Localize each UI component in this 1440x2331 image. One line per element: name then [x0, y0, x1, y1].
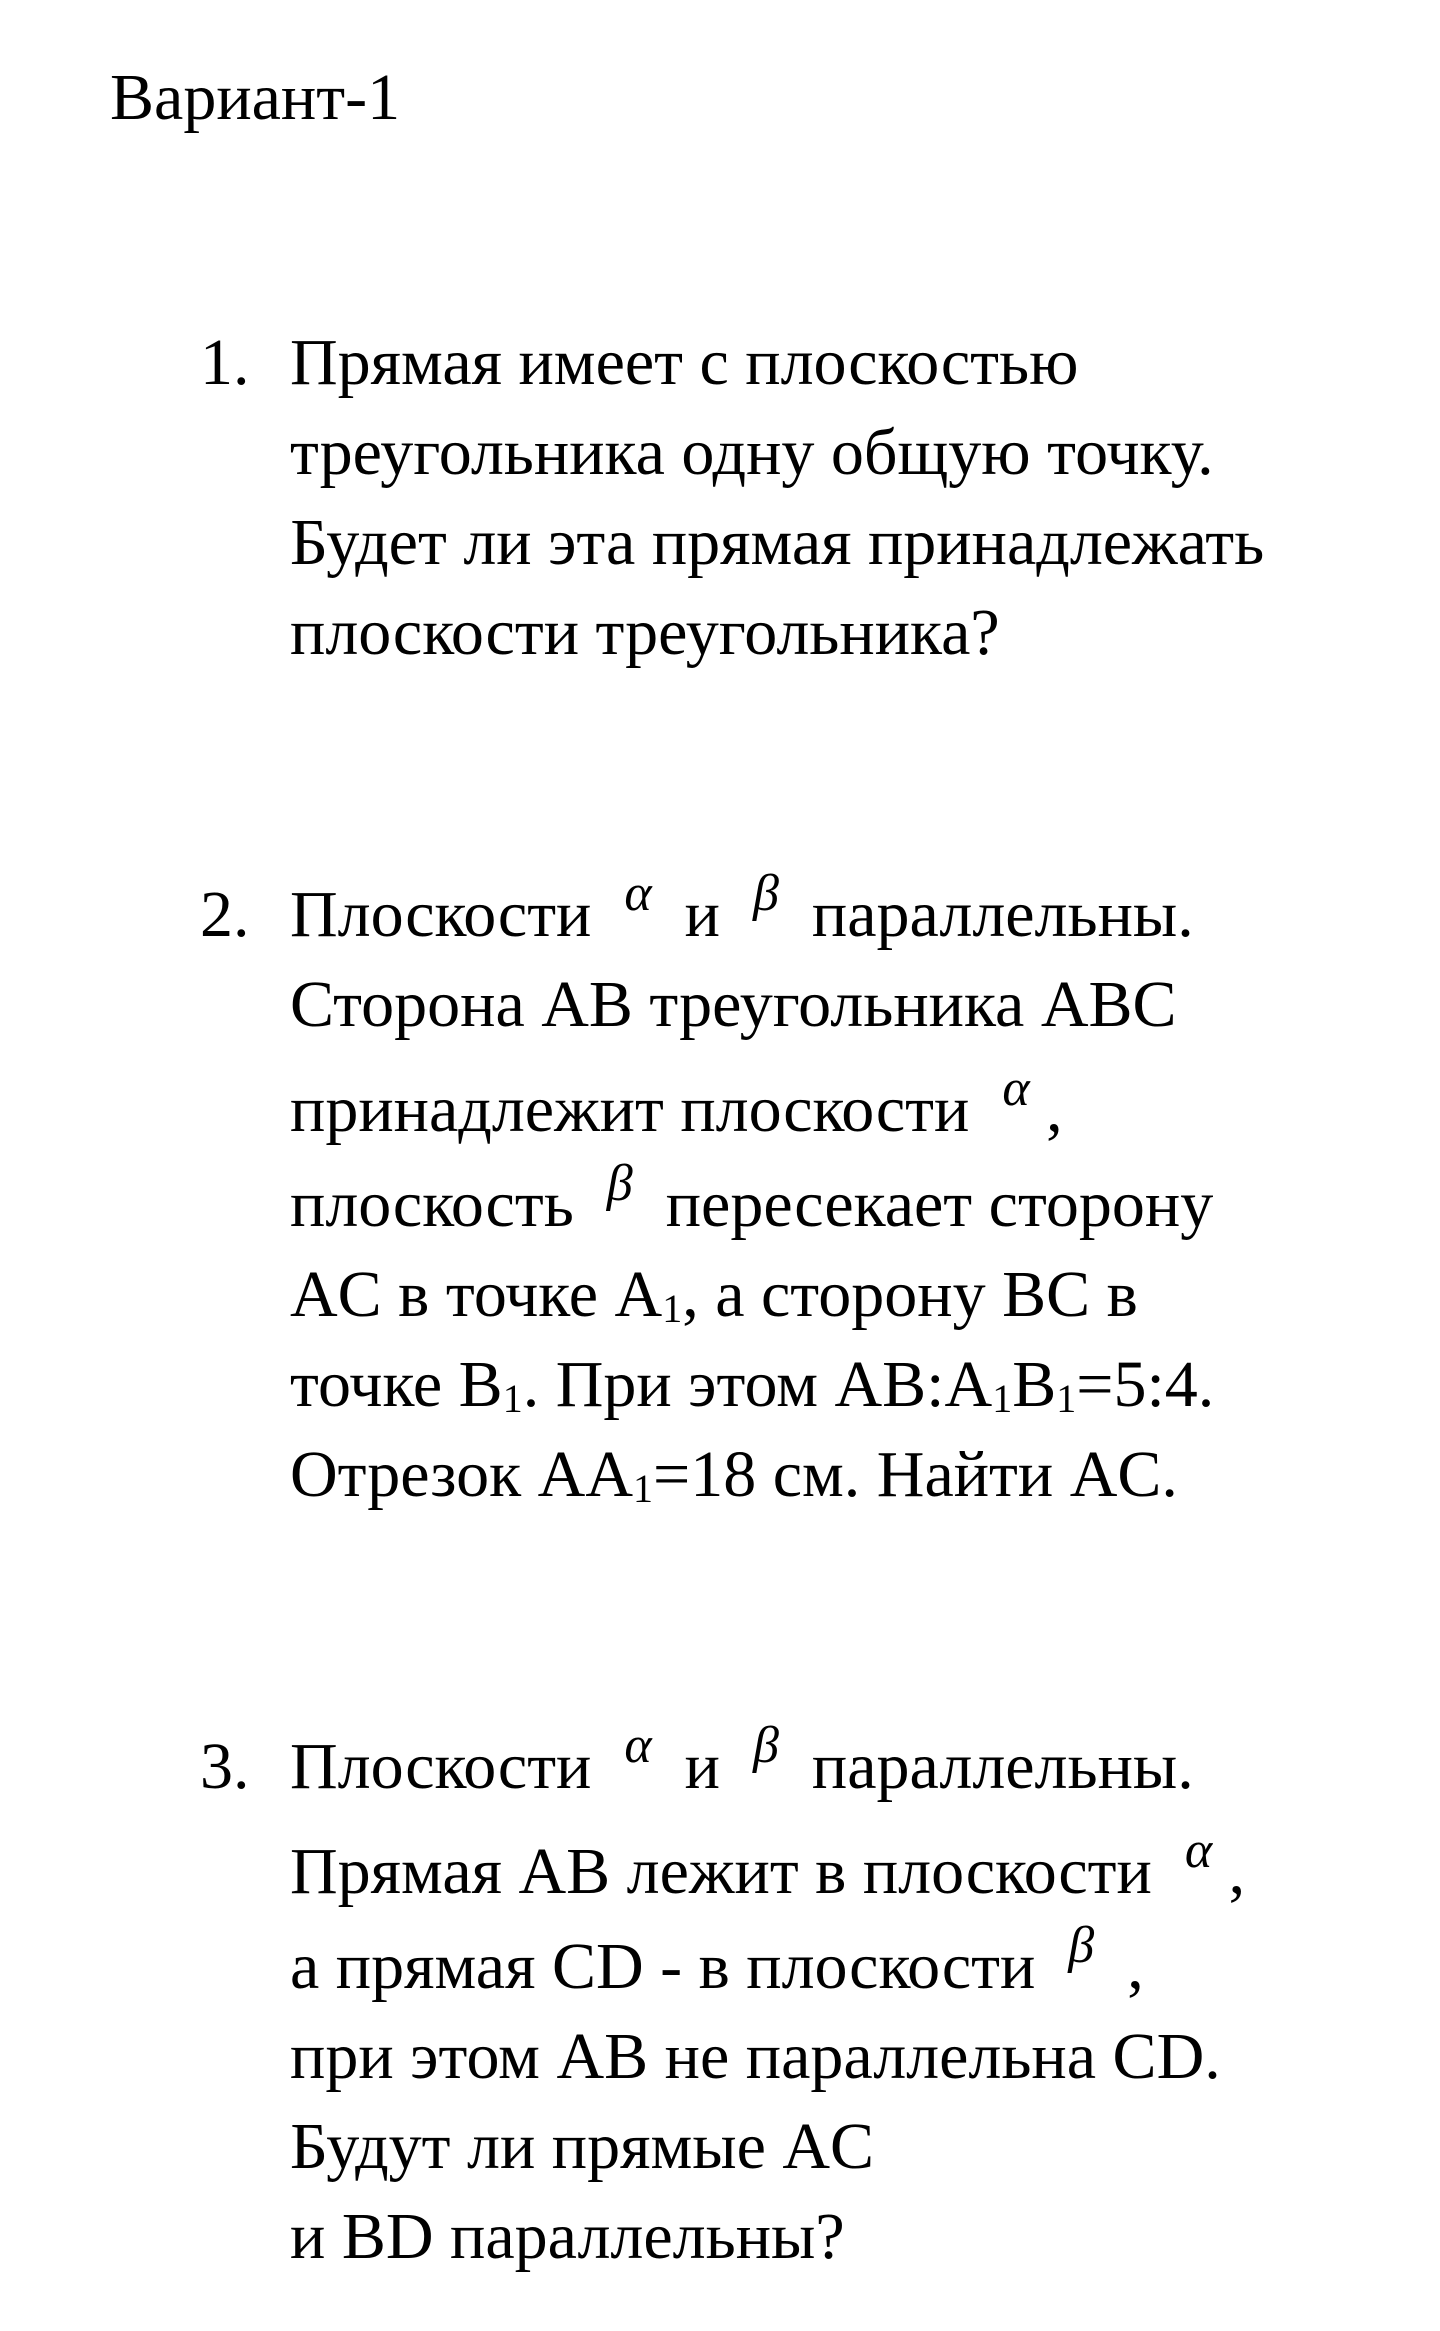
task-line — [290, 1155, 1440, 1250]
text-fragment: параллельны. — [811, 1730, 1194, 1803]
task-line — [290, 1717, 1440, 1812]
task-line: плоскости треугольника? — [290, 596, 1000, 669]
text-fragment: =5:4. — [1076, 1348, 1215, 1421]
text-fragment: плоскость — [290, 1168, 574, 1241]
beta-symbol: β — [752, 865, 779, 922]
text-fragment: . При этом AB:A — [522, 1348, 993, 1421]
text-fragment: и — [684, 1730, 720, 1803]
alpha-symbol: α — [624, 865, 652, 922]
text-fragment: Плоскости — [290, 1730, 592, 1803]
task-text — [290, 1717, 1440, 2282]
task-line: Прямая имеет с плоскостью — [290, 326, 1079, 399]
alpha-symbol: α — [624, 1717, 652, 1774]
text-fragment: а прямая CD - в плоскости — [290, 1930, 1036, 2003]
task-line — [290, 1430, 1440, 1520]
text-fragment: пересекает сторону — [665, 1168, 1214, 1241]
task-line: треугольника одну общую точку. — [290, 416, 1214, 489]
text-fragment: и — [684, 878, 720, 951]
text-fragment: , — [1228, 1835, 1246, 1908]
subscript: 1 — [633, 1466, 653, 1511]
task-line: Будут ли прямые AC — [290, 2110, 875, 2183]
text-fragment: точке B — [290, 1348, 503, 1421]
task-line — [290, 1812, 1440, 1922]
subscript: 1 — [662, 1286, 683, 1331]
task-number: 1. — [200, 326, 250, 399]
subscript: 1 — [992, 1376, 1013, 1421]
task-number: 3. — [200, 1730, 250, 1803]
text-fragment: , — [1127, 1930, 1144, 2003]
text-fragment: Плоскости — [290, 878, 592, 951]
task-number: 2. — [200, 878, 250, 951]
task-line: Будет ли эта прямая принадлежать — [290, 506, 1265, 579]
text-fragment: параллельны. — [811, 878, 1194, 951]
task-text — [290, 318, 1440, 678]
text-fragment: Прямая AB лежит в плоскости — [290, 1835, 1152, 1908]
task-line: Сторона AB треугольника ABC — [290, 968, 1177, 1041]
variant-title: Вариант-1 — [110, 61, 401, 134]
text-fragment: Отрезок AA — [290, 1438, 633, 1511]
task-text — [290, 865, 1440, 1520]
beta-symbol: β — [1068, 1917, 1095, 1974]
subscript: 1 — [502, 1376, 523, 1421]
task-line: при этом AB не параллельна CD. — [290, 2020, 1221, 2093]
task-line — [290, 865, 1440, 960]
alpha-symbol: α — [1002, 1060, 1030, 1117]
beta-symbol: β — [752, 1717, 779, 1774]
alpha-symbol: α — [1184, 1822, 1213, 1879]
task-line: и BD параллельны? — [290, 2200, 845, 2273]
task-line — [290, 1050, 1440, 1160]
text-fragment: принадлежит плоскости — [290, 1073, 970, 1146]
text-fragment: B — [1012, 1348, 1057, 1421]
text-fragment: AC в точке A — [290, 1258, 663, 1331]
text-fragment: , — [1046, 1073, 1063, 1146]
task-line — [290, 1917, 1440, 2012]
subscript: 1 — [1056, 1376, 1077, 1421]
beta-symbol: β — [606, 1155, 633, 1212]
text-fragment: , а сторону BC в — [682, 1258, 1138, 1331]
text-fragment: =18 см. Найти AC. — [653, 1438, 1178, 1511]
task-line — [290, 1250, 1440, 1340]
task-line — [290, 1340, 1440, 1430]
